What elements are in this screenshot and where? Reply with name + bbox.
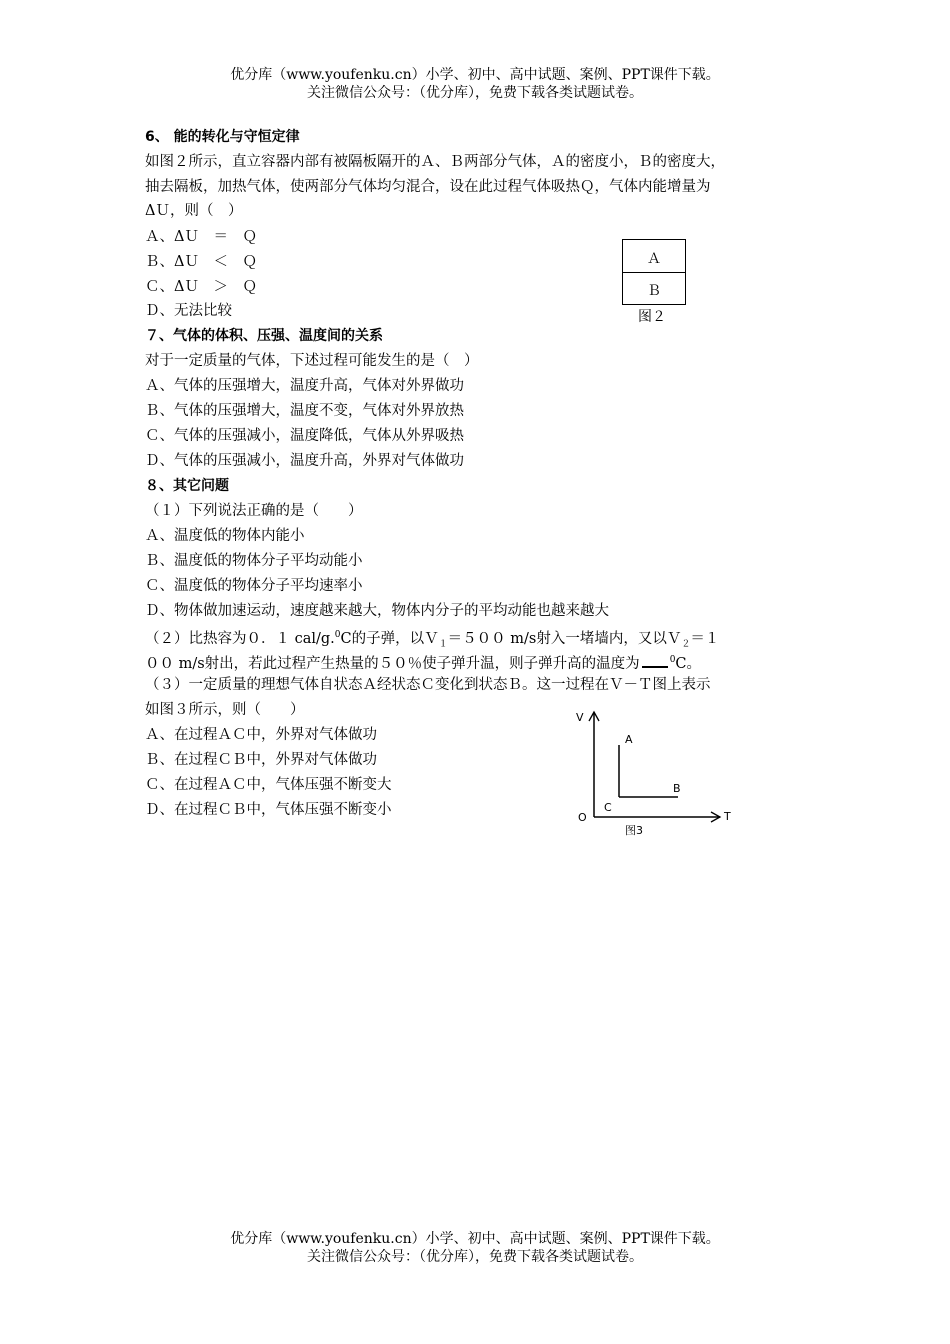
- q3-option-a: Ａ、在过程ＡＣ中，外界对气体做功: [145, 727, 377, 743]
- section-6-option-b: Ｂ、ΔＵ ＜ Ｑ: [145, 254, 257, 270]
- figure-3-origin-label: O: [578, 811, 587, 824]
- section-7-option-d: Ｄ、气体的压强减小，温度升高，外界对气体做功: [145, 453, 464, 469]
- header-line-2: 关注微信公众号：（优分库），免费下载各类试题试卷。: [307, 85, 643, 101]
- section-7-stem: 对于一定质量的气体，下述过程可能发生的是（ ）: [145, 353, 479, 369]
- q3-stem-line-2: 如图３所示，则（ ）: [145, 702, 305, 718]
- header-line-1: 优分库（www.youfenku.cn）小学、初中、高中试题、案例、PPT课件下载。: [230, 67, 720, 83]
- q2-degree-sup-1: 0: [334, 630, 341, 640]
- figure-3-point-c-label: C: [604, 801, 612, 814]
- q2-text-1: （２）比热容为０．１ cal/g.: [145, 630, 335, 647]
- q1-option-a: Ａ、温度低的物体内能小: [145, 528, 305, 544]
- q3-option-d: Ｄ、在过程ＣＢ中，气体压强不断变小: [145, 802, 392, 818]
- q3-option-b: Ｂ、在过程ＣＢ中，外界对气体做功: [145, 752, 377, 768]
- figure-2-caption: 图２: [638, 309, 666, 325]
- figure-2-container: [622, 239, 686, 305]
- figure-3-caption: 图3: [625, 824, 643, 837]
- q2-line-2: [145, 650, 701, 674]
- q3-stem-line-1: （３）一定质量的理想气体自状态Ａ经状态Ｃ变化到状态Ｂ。这一过程在Ｖ－Ｔ图上表示: [145, 677, 711, 693]
- section-7-option-c: Ｃ、气体的压强减小，温度降低，气体从外界吸热: [145, 428, 464, 444]
- section-7-title: ７、气体的体积、压强、温度间的关系: [145, 328, 383, 344]
- section-6-option-a: Ａ、ΔＵ ＝ Ｑ: [145, 229, 257, 245]
- section-7-option-a: Ａ、气体的压强增大，温度升高，气体对外界做功: [145, 378, 464, 394]
- q2-text-5: ００ m/s射出，若此过程产生热量的５０％使子弹升温，则子弹升高的温度为: [145, 655, 640, 672]
- q1-option-d: Ｄ、物体做加速运动，速度越来越大，物体内分子的平均动能也越来越大: [145, 603, 609, 619]
- q2-text-2: C的子弹，以Ｖ: [340, 630, 439, 647]
- figure-2-label-b: Ｂ: [647, 283, 661, 299]
- figure-3-point-b-label: B: [673, 782, 681, 795]
- footer-line-1: 优分库（www.youfenku.cn）小学、初中、高中试题、案例、PPT课件下载。: [230, 1231, 720, 1247]
- figure-3-axis-v-label: V: [576, 711, 584, 724]
- q2-text-4: ＝１: [690, 630, 720, 647]
- q3-option-c: Ｃ、在过程ＡＣ中，气体压强不断变大: [145, 777, 392, 793]
- section-7-option-b: Ｂ、气体的压强增大，温度不变，气体对外界放热: [145, 403, 464, 419]
- q1-stem: （１）下列说法正确的是（ ）: [145, 503, 363, 519]
- q2-v1-sub: １: [438, 639, 448, 650]
- q2-text-3: ＝５００ m/s射入一堵墙内，又以Ｖ: [447, 630, 682, 647]
- q2-answer-blank[interactable]: [642, 652, 668, 668]
- q2-text-6: C。: [675, 655, 702, 672]
- figure-2-label-a: Ａ: [647, 251, 661, 267]
- footer-line-2: 关注微信公众号：（优分库），免费下载各类试题试卷。: [307, 1249, 643, 1265]
- figure-3-axis-t-label: T: [724, 810, 731, 823]
- q1-option-c: Ｃ、温度低的物体分子平均速率小: [145, 578, 363, 594]
- page-header: [0, 66, 950, 102]
- section-6-stem-line-3: ΔＵ，则（ ）: [145, 203, 243, 219]
- section-8-title: ８、其它问题: [145, 478, 229, 494]
- page-footer: [0, 1230, 950, 1266]
- section-6-title: 6、 能的转化与守恒定律: [145, 129, 300, 145]
- figure-2-partition: [623, 272, 685, 273]
- q2-degree-sup-2: 0: [669, 655, 676, 665]
- figure-3-point-a-label: A: [625, 733, 633, 746]
- section-6-stem-line-2: 抽去隔板，加热气体，使两部分气体均匀混合，设在此过程气体吸热Ｑ，气体内能增量为: [145, 179, 711, 195]
- q2-v2-sub: ２: [681, 639, 691, 650]
- section-6-option-d: Ｄ、无法比较: [145, 303, 232, 319]
- section-6-stem-line-1: 如图２所示，直立容器内部有被隔板隔开的Ａ、Ｂ两部分气体，Ａ的密度小，Ｂ的密度大，: [145, 154, 725, 170]
- section-6-option-c: Ｃ、ΔＵ ＞ Ｑ: [145, 279, 257, 295]
- figure-3-vt-diagram: [568, 705, 738, 845]
- q1-option-b: Ｂ、温度低的物体分子平均动能小: [145, 553, 363, 569]
